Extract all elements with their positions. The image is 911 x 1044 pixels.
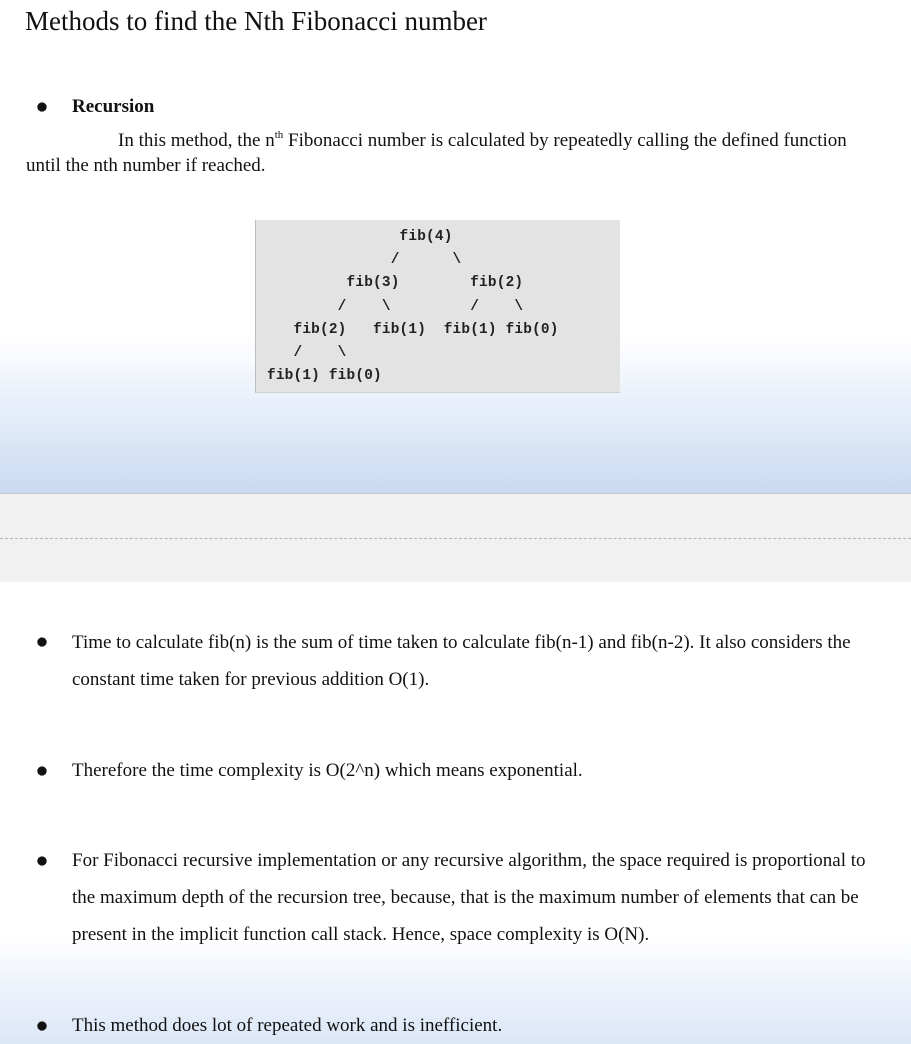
page-break-band [0,493,911,583]
point-time-calculation: Time to calculate fib(n) is the sum of time taken to calculate fib(n-1) and fib(n-2). It also considers the constant time taken for previous addition O(1). [72,632,851,690]
page-break-rule [0,538,911,539]
intro-superscript: th [274,129,284,141]
recursion-tree-diagram [255,220,620,393]
point-space-complexity: For Fibonacci recursive implementation or any recursive algorithm, the space required is proportional to the maximum depth of the recursion tree, because, that is the maximum number of elements that can be present in the implicit function call stack. Hence, space complexity is O(N). [72,850,866,945]
point-time-complexity: Therefore the time complexity is O(2^n) which means exponential. [72,760,583,781]
section-intro [26,128,876,178]
bullet-icon [37,637,46,646]
page-top [0,0,911,493]
bullet-icon [37,1021,46,1030]
bullet-icon [37,102,46,111]
recursion-tree-text: fib(4) / \ fib(3) fib(2) / \ / \ fib(2) fib(1) fib(1) fib(0) / \ fib(1) fib(0) [267,229,559,385]
bullet-icon [37,856,46,865]
intro-text-end: Fibonacci number is calculated by repeatedly calling the defined function until the nth number if reached. [26,130,847,176]
page-bottom [0,582,911,1044]
intro-text-start: In this method, the n [118,130,275,151]
point-inefficiency: This method does lot of repeated work and is inefficient. [72,1015,503,1036]
section-heading: Recursion [72,96,155,117]
bullet-icon [37,766,46,775]
page-title: Methods to find the Nth Fibonacci number [25,6,487,36]
